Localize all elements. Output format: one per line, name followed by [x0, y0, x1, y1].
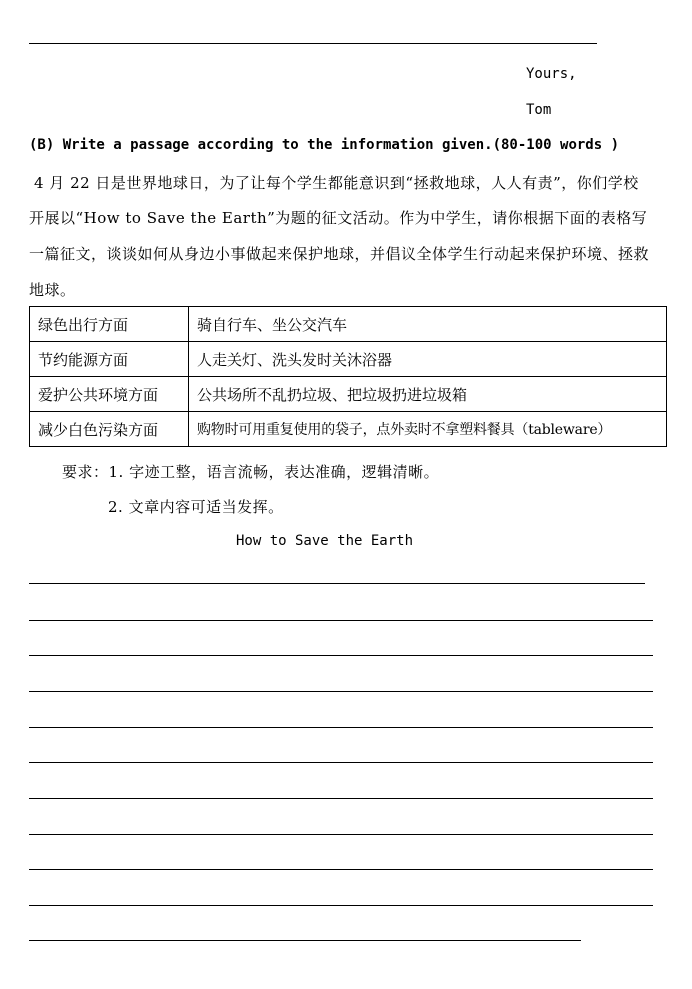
writing-line[interactable] [29, 691, 653, 692]
answer-line-top[interactable] [29, 43, 597, 44]
table-cell-detail: 购物时可用重复使用的袋子，点外卖时不拿塑料餐具（tableware） [189, 412, 667, 447]
writing-line[interactable] [29, 940, 581, 941]
writing-line[interactable] [29, 798, 653, 799]
intro-line-2: 开展以“How to Save the Earth”为题的征文活动。作为中学生，请你根据下面的表格写 [29, 209, 648, 227]
table-row [30, 342, 667, 377]
intro-line-1: 4 月 22 日是世界地球日，为了让每个学生都能意识到“拯救地球，人人有责”，你们学校 [34, 174, 639, 192]
letter-signature: Tom [526, 102, 552, 118]
table-cell-aspect: 减少白色污染方面 [30, 412, 189, 447]
table-cell-detail: 人走关灯、洗头发时关沐浴器 [189, 342, 667, 377]
table-cell-aspect: 绿色出行方面 [30, 307, 189, 342]
info-table [29, 306, 667, 447]
writing-line[interactable] [29, 583, 645, 584]
requirement-1: 要求：1. 字迹工整，语言流畅，表达准确，逻辑清晰。 [62, 463, 440, 481]
writing-line[interactable] [29, 727, 653, 728]
table-row [30, 377, 667, 412]
table-cell-aspect: 爱护公共环境方面 [30, 377, 189, 412]
letter-closing: Yours, [526, 66, 577, 82]
writing-line[interactable] [29, 655, 653, 656]
section-b-heading: (B) Write a passage according to the information given.(80-100 words ) [29, 137, 620, 153]
writing-line[interactable] [29, 762, 653, 763]
writing-line[interactable] [29, 869, 653, 870]
table-cell-aspect: 节约能源方面 [30, 342, 189, 377]
table-cell-detail: 公共场所不乱扔垃圾、把垃圾扔进垃圾箱 [189, 377, 667, 412]
intro-line-3: 一篇征文，谈谈如何从身边小事做起来保护地球，并倡议全体学生行动起来保护环境、拯救 [29, 245, 650, 263]
writing-line[interactable] [29, 620, 653, 621]
writing-line[interactable] [29, 834, 653, 835]
table-row [30, 307, 667, 342]
intro-line-4: 地球。 [29, 281, 76, 299]
table-row [30, 412, 667, 447]
writing-line[interactable] [29, 905, 653, 906]
essay-title: How to Save the Earth [236, 533, 414, 549]
table-cell-detail: 骑自行车、坐公交汽车 [189, 307, 667, 342]
requirement-2: 2. 文章内容可适当发挥。 [108, 498, 284, 516]
